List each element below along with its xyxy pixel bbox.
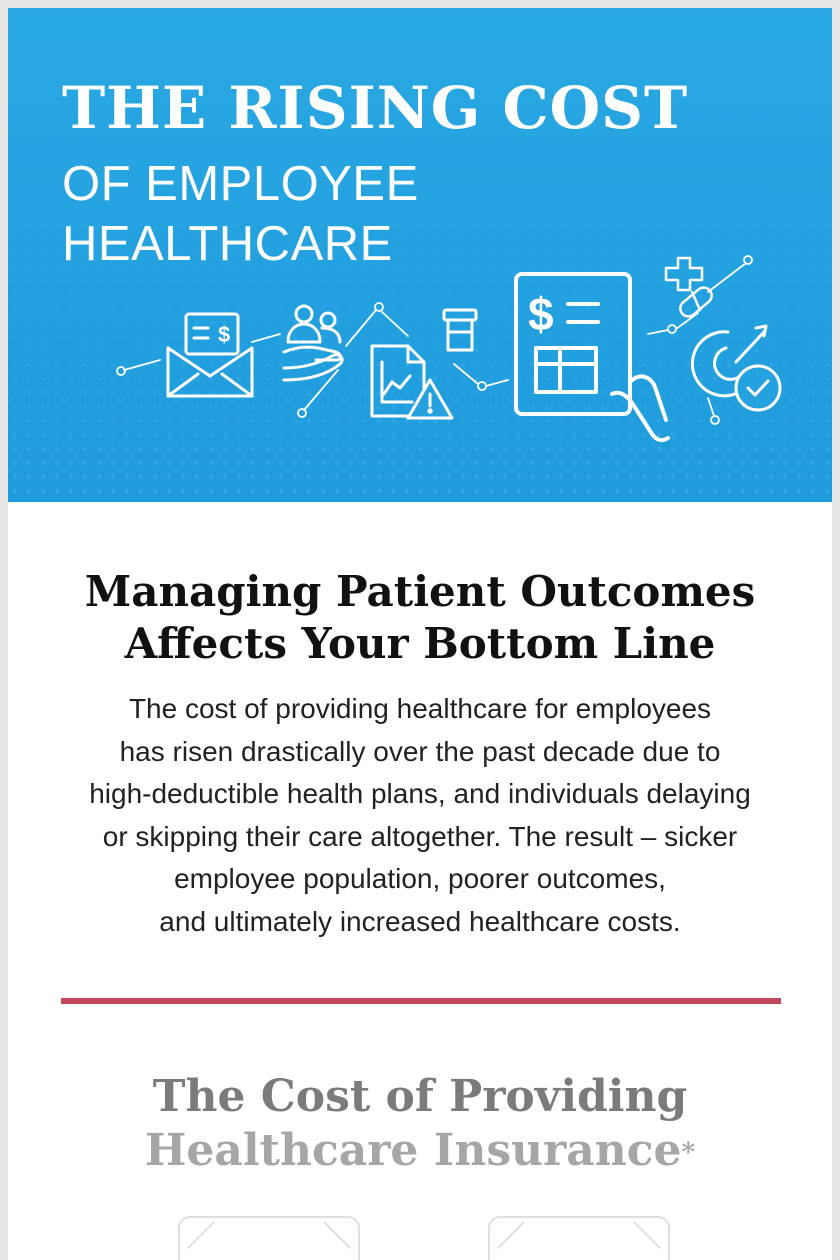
intro-heading <box>8 566 832 670</box>
hero-title-line-3: HEALTHCARE <box>62 217 393 271</box>
intro-heading-line-2: Affects Your Bottom Line <box>124 619 716 668</box>
intro-line-1: The cost of providing healthcare for employees <box>128 693 712 724</box>
chart-warning-icon <box>372 346 452 418</box>
cost-card-right <box>488 1216 670 1260</box>
cost-card-left <box>178 1216 360 1260</box>
card-corner-left-decor <box>180 1218 358 1260</box>
section-divider <box>61 998 781 1004</box>
intro-line-5: employee population, poorer outcomes, <box>174 863 666 894</box>
hero-title-line-1: THE RISING COST <box>62 74 689 142</box>
hero-illustration <box>8 8 832 502</box>
card-corner-right-decor <box>490 1218 668 1260</box>
intro-line-2: has risen drastically over the past decade due to <box>119 735 721 767</box>
email-invoice-icon <box>168 314 252 396</box>
checkmark-icon <box>736 366 780 410</box>
intro-line-3: high-deductible health plans, and individuals delaying <box>89 778 751 809</box>
footnote-asterisk: * <box>681 1138 696 1168</box>
bill-on-tablet-icon <box>516 274 668 440</box>
pill-bottle-icon <box>444 310 476 350</box>
svg-text:$: $ <box>218 322 231 347</box>
cost-title-line-2: Healthcare Insurance <box>144 1125 682 1176</box>
people-icon <box>288 306 340 342</box>
intro-heading-line-1: Managing Patient Outcomes <box>84 567 756 616</box>
medical-cross-icon <box>666 258 702 290</box>
cost-title-line-1: The Cost of Providing <box>152 1071 688 1122</box>
hero-title-line-2: OF EMPLOYEE <box>62 157 419 211</box>
intro-line-6: and ultimately increased healthcare costs. <box>159 905 681 937</box>
cost-section-title <box>8 1070 832 1178</box>
svg-text:$: $ <box>528 288 554 340</box>
infographic-page <box>8 8 832 1260</box>
intro-paragraph <box>48 688 792 943</box>
hero-banner <box>8 8 832 502</box>
intro-line-4: or skipping their care altogether. The result – sicker <box>102 820 738 852</box>
